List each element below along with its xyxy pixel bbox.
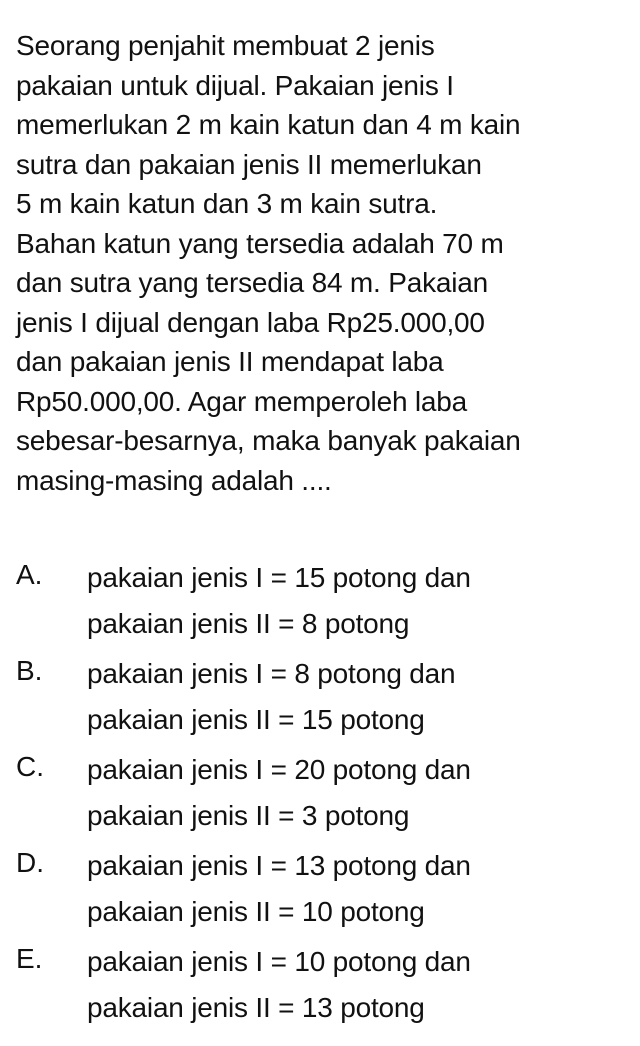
question-line: dan pakaian jenis II mendapat laba: [16, 346, 444, 377]
question-line: sutra dan pakaian jenis II memerlukan: [16, 148, 482, 180]
option-label: A.: [16, 559, 43, 590]
question-line: dan sutra yang tersedia 84 m. Pakaian: [16, 267, 489, 298]
question-line: pakaian untuk dijual. Pakaian jenis I: [16, 69, 454, 101]
question-line: memerlukan 2 m kain katun dan 4 m kain: [16, 109, 521, 140]
option-text: [87, 843, 471, 935]
option-line: pakaian jenis II = 8 potong: [87, 608, 410, 639]
option-line: pakaian jenis II = 13 potong: [87, 992, 425, 1023]
option-text: [87, 747, 471, 839]
answer-options: [16, 555, 626, 1035]
option-text: [87, 555, 471, 647]
question-line: masing-masing adalah ....: [16, 464, 332, 496]
option-b[interactable]: [16, 651, 626, 747]
question-text: [16, 26, 626, 500]
option-line: pakaian jenis I = 10 potong dan: [87, 946, 471, 977]
option-text: [87, 939, 471, 1031]
question-line: sebesar-besarnya, maka banyak pakaian: [16, 425, 521, 456]
option-label: D.: [16, 847, 44, 878]
option-line: pakaian jenis I = 20 potong dan: [87, 754, 471, 785]
option-line: pakaian jenis I = 13 potong dan: [87, 850, 471, 881]
option-line: pakaian jenis II = 15 potong: [87, 704, 425, 735]
option-line: pakaian jenis I = 8 potong dan: [87, 658, 456, 689]
question-line: 5 m kain katun dan 3 m kain sutra.: [16, 188, 438, 219]
option-label: E.: [16, 943, 43, 974]
question-line: Rp50.000,00. Agar memperoleh laba: [16, 385, 468, 417]
question-line: Seorang penjahit membuat 2 jenis: [16, 30, 435, 61]
option-line: pakaian jenis I = 15 potong dan: [87, 562, 471, 593]
option-c[interactable]: [16, 747, 626, 843]
question-line: Bahan katun yang tersedia adalah 70 m: [16, 227, 504, 259]
option-line: pakaian jenis II = 3 potong: [87, 800, 410, 831]
question-line: jenis I dijual dengan laba Rp25.000,00: [16, 306, 485, 338]
option-e[interactable]: [16, 939, 626, 1035]
option-label: B.: [16, 655, 43, 686]
option-d[interactable]: [16, 843, 626, 939]
option-a[interactable]: [16, 555, 626, 651]
option-line: pakaian jenis II = 10 potong: [87, 896, 425, 927]
option-label: C.: [16, 751, 44, 782]
option-text: [87, 651, 455, 743]
